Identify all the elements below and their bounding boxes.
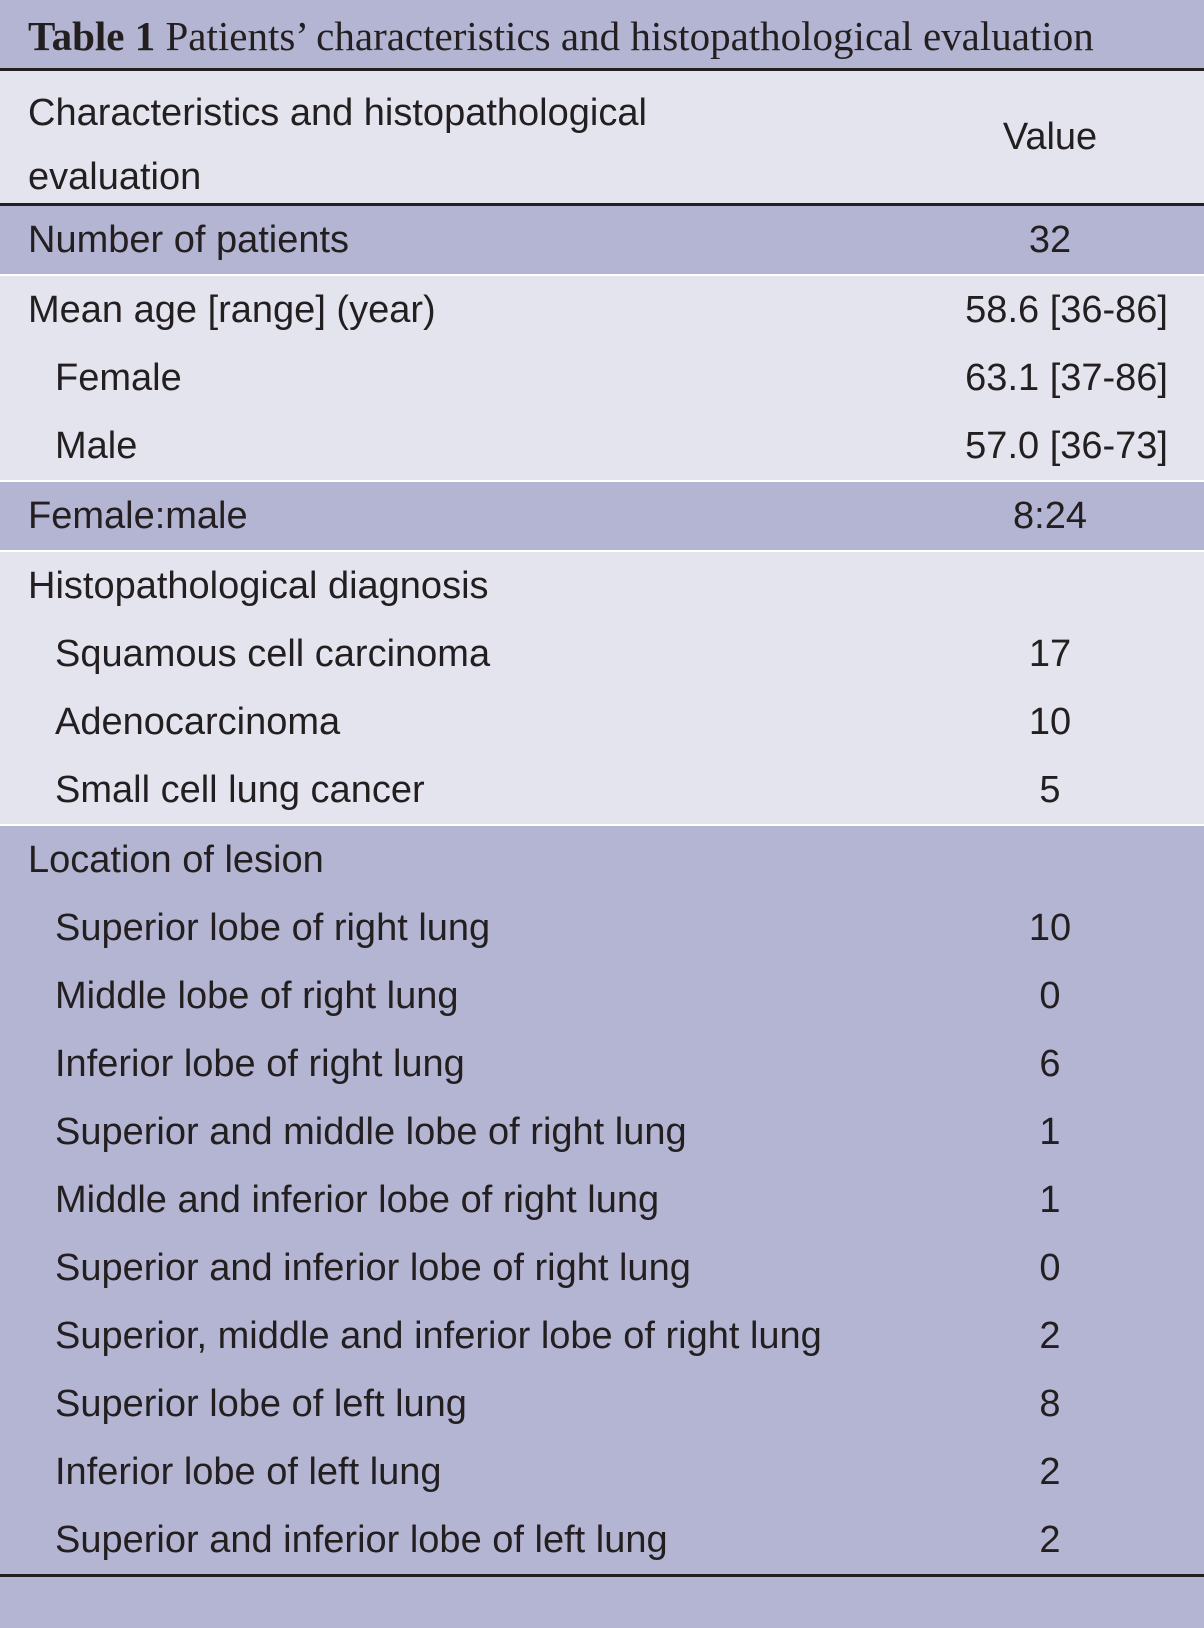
row-label: Superior lobe of right lung	[55, 907, 491, 949]
row-value: 2	[1039, 1315, 1061, 1357]
row-label: Superior and inferior lobe of right lung	[55, 1247, 691, 1289]
table-row	[0, 1438, 1204, 1506]
row-label: Location of lesion	[28, 839, 324, 881]
table-row	[0, 894, 1204, 962]
row-value: 8	[1039, 1383, 1061, 1425]
row-label: Inferior lobe of right lung	[55, 1043, 465, 1085]
row-value: 0	[1039, 975, 1061, 1017]
row-value: 58.6 [36-86]	[965, 289, 1168, 331]
table-row	[0, 552, 1204, 620]
row-label: Superior, middle and inferior lobe of right lung	[55, 1315, 822, 1357]
table-row	[0, 962, 1204, 1030]
row-label: Middle lobe of right lung	[55, 975, 459, 1017]
table-caption	[0, 0, 1204, 71]
row-value: 63.1 [37-86]	[965, 357, 1168, 399]
table-row	[0, 1506, 1204, 1574]
header-characteristics-line1: Characteristics and histopathological	[28, 92, 647, 134]
row-label: Superior lobe of left lung	[55, 1383, 467, 1425]
table-header	[0, 71, 1204, 206]
row-label: Small cell lung cancer	[55, 769, 425, 811]
row-value: 2	[1039, 1451, 1061, 1493]
header-value: Value	[1002, 116, 1098, 158]
section-diagnosis	[0, 552, 1204, 826]
row-label: Mean age [range] (year)	[28, 289, 436, 331]
table-row	[0, 206, 1204, 274]
row-label: Adenocarcinoma	[55, 701, 341, 743]
table-row	[0, 482, 1204, 550]
table-row	[0, 1030, 1204, 1098]
row-value: 0	[1039, 1247, 1061, 1289]
row-label: Middle and inferior lobe of right lung	[55, 1179, 660, 1221]
table-row	[0, 276, 1204, 344]
row-value: 17	[1028, 633, 1072, 675]
row-value: 10	[1028, 701, 1072, 743]
table-row	[0, 412, 1204, 480]
table-row	[0, 826, 1204, 894]
table-row	[0, 1166, 1204, 1234]
table-row	[0, 1302, 1204, 1370]
table-row	[0, 756, 1204, 824]
header-characteristics-line2: evaluation	[28, 156, 202, 198]
row-value: 32	[1028, 219, 1072, 261]
table-number: Table 1	[28, 13, 156, 59]
row-value: 8:24	[1013, 495, 1087, 537]
table-row	[0, 1098, 1204, 1166]
section-age	[0, 276, 1204, 482]
row-value: 2	[1039, 1519, 1061, 1561]
row-value: 5	[1039, 769, 1061, 811]
row-label: Number of patients	[28, 219, 350, 261]
table-row	[0, 620, 1204, 688]
row-label: Female	[55, 357, 182, 399]
row-label: Male	[55, 425, 138, 467]
table-row	[0, 688, 1204, 756]
section-location	[0, 826, 1204, 1577]
row-label: Female:male	[28, 495, 248, 537]
row-label: Squamous cell carcinoma	[55, 633, 491, 675]
header-characteristics	[28, 81, 788, 209]
row-value: 1	[1039, 1179, 1061, 1221]
row-label: Superior and middle lobe of right lung	[55, 1111, 687, 1153]
row-value: 10	[1028, 907, 1072, 949]
row-label: Superior and inferior lobe of left lung	[55, 1519, 668, 1561]
table-row	[0, 344, 1204, 412]
table-title: Patients’ characteristics and histopathological evaluation	[165, 13, 1094, 59]
row-label: Inferior lobe of left lung	[55, 1451, 442, 1493]
section-ratio	[0, 482, 1204, 552]
row-value: 6	[1039, 1043, 1061, 1085]
table-row	[0, 1370, 1204, 1438]
table-row	[0, 1234, 1204, 1302]
row-value: 1	[1039, 1111, 1061, 1153]
section-patients	[0, 206, 1204, 276]
row-value: 57.0 [36-73]	[965, 425, 1168, 467]
row-label: Histopathological diagnosis	[28, 565, 489, 607]
